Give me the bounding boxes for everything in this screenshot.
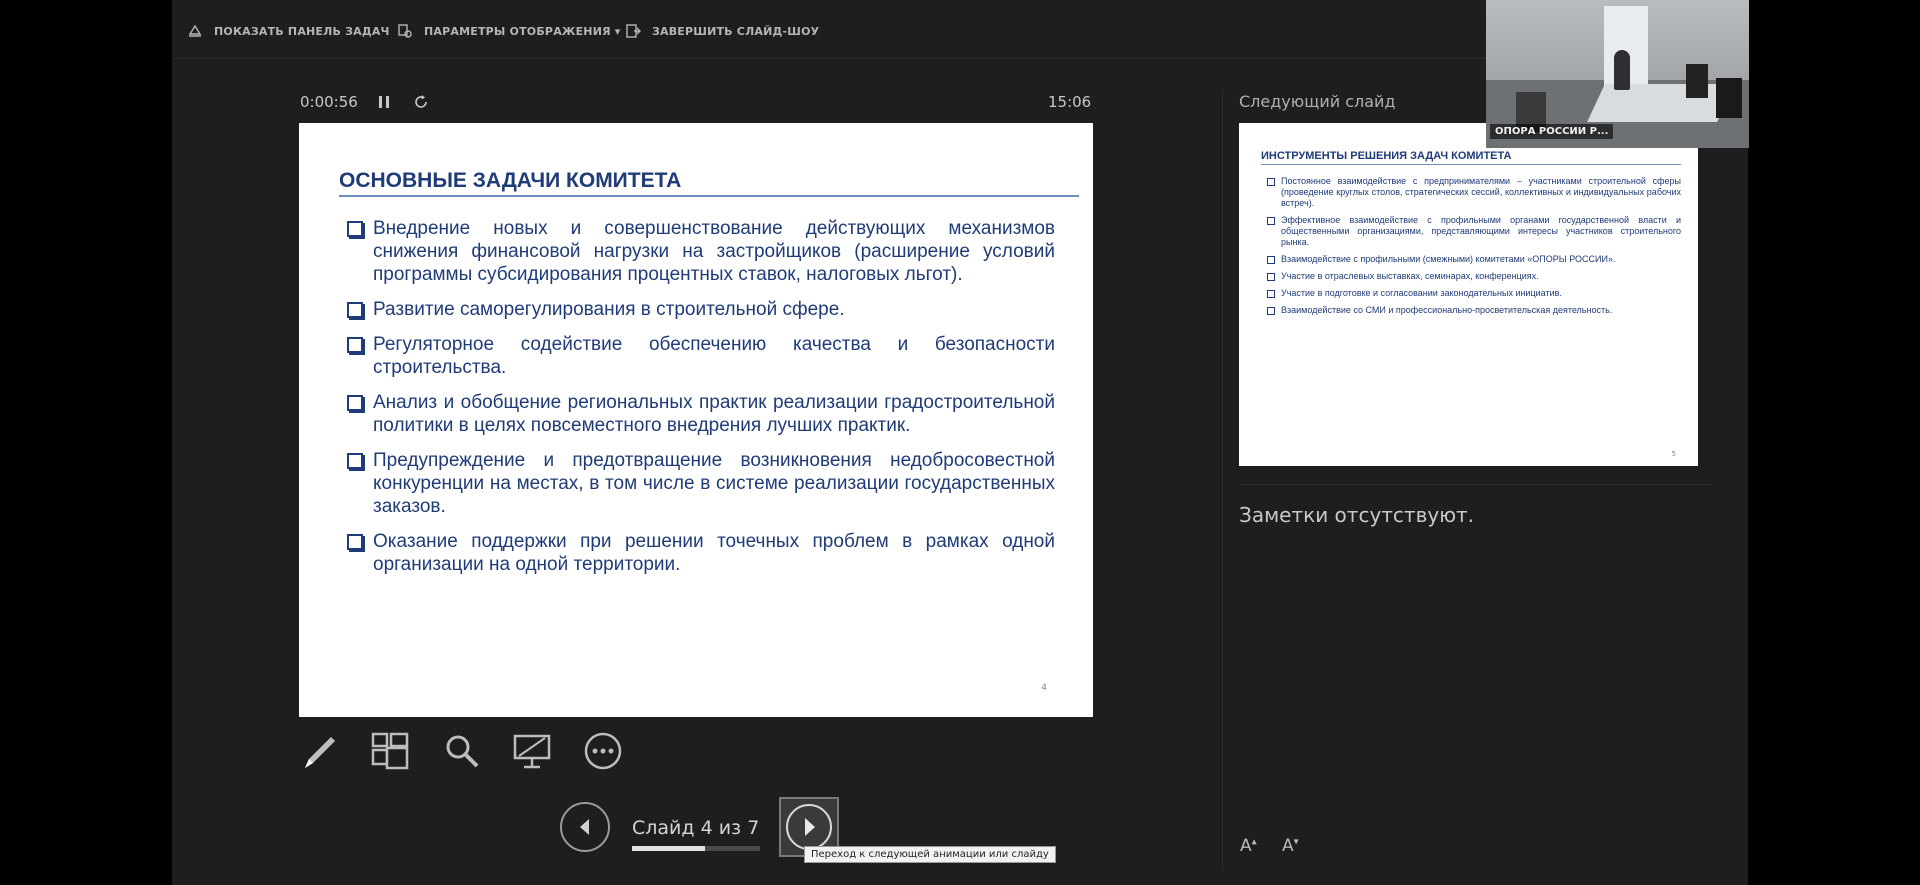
slide-bullet: Предупреждение и предотвращение возникновения недобросовестной конкуренции на местах, в том числе в системе реализации государственных заказов. [347,449,1055,518]
pause-icon[interactable] [375,93,393,111]
end-show-icon [624,22,642,40]
prev-icon [562,804,608,850]
video-person [1614,50,1630,90]
next-slide-page-number: 5 [1671,450,1676,458]
slide-bullet: Регуляторное содействие обеспечению качества и безопасности строительства. [347,333,1055,379]
next-slide-bullet: Взаимодействие с профильными (смежными) комитетами «ОПОРЫ РОССИИ». [1267,254,1681,265]
taskbar-icon [186,22,204,40]
slide-progress-fill [632,846,705,851]
next-slide-bullet: Участие в подготовке и согласовании законодательных инициатив. [1267,288,1681,299]
next-slide-bullet: Эффективное взаимодействие с профильными органами государственной власти и общественными организациями, представляющими интересы участников строительного рынка. [1267,215,1681,248]
slides-grid-icon[interactable] [369,730,411,772]
next-button-tooltip: Переход к следующей анимации или слайду [804,846,1056,863]
current-slide [299,123,1093,717]
next-slide-bullet: Участие в отраслевых выставках, семинарах, конференциях. [1267,271,1681,282]
display-icon [396,22,414,40]
end-slideshow-button[interactable] [624,22,819,40]
video-chair [1686,64,1708,98]
video-overlay[interactable] [1486,0,1749,148]
pen-icon[interactable] [299,730,341,772]
restart-icon[interactable] [412,93,430,111]
increase-font-label: A [1240,836,1252,856]
increase-font-button[interactable]: A▴ [1240,836,1257,856]
slide-bullet: Оказание поддержки при решении точечных проблем в рамках одной организации на одной территории. [347,530,1055,576]
screen-icon[interactable] [511,730,553,772]
slide-bullets [347,217,1055,588]
next-slide-label: Следующий слайд [1239,92,1396,111]
zoom-icon[interactable] [441,730,483,772]
next-slide-underline [1261,164,1681,165]
panel-divider [1222,90,1223,870]
decrease-font-button[interactable]: A▾ [1282,836,1299,856]
display-settings-label: ПАРАМЕТРЫ ОТОБРАЖЕНИЯ ▾ [424,24,621,38]
slide-bullet: Развитие саморегулирования в строительной сфере. [347,298,1055,321]
elapsed-timer: 0:00:56 [300,93,358,111]
next-slide-bullet: Постоянное взаимодействие с предпринимателями – участниками строительной сферы (проведение круглых столов, стратегических сессий, коллективных и индивидуальных рабочих встреч). [1267,176,1681,209]
video-caption: ОПОРА РОССИИ Р... [1490,124,1613,139]
speaker-notes: Заметки отсутствуют. [1239,503,1475,527]
next-slide-bullets [1267,176,1681,322]
slide-counter[interactable]: Слайд 4 из 7 [632,817,760,839]
decrease-font-label: A [1282,836,1294,856]
show-taskbar-label: ПОКАЗАТЬ ПАНЕЛЬ ЗАДАЧ [214,24,390,38]
slide-page-number: 4 [1041,683,1047,693]
title-underline [339,195,1079,197]
notes-separator [1239,484,1711,485]
clock: 15:06 [1048,93,1092,111]
more-icon[interactable] [582,730,624,772]
slide-bullet: Внедрение новых и совершенствование действующих механизмов снижения финансовой нагрузки на застройщиков (расширение условий программы субсидирования процентных ставок, налоговых льгот). [347,217,1055,286]
video-chair [1716,78,1742,118]
video-table [1587,84,1735,122]
display-settings-button[interactable] [396,22,621,40]
next-slide-preview[interactable] [1239,123,1698,466]
slide-progress [632,846,760,851]
next-slide-title: ИНСТРУМЕНТЫ РЕШЕНИЯ ЗАДАЧ КОМИТЕТА [1261,150,1512,162]
slide-bullet: Анализ и обобщение региональных практик реализации градостроительной политики в целях повсеместного внедрения лучших практик. [347,391,1055,437]
previous-slide-button[interactable] [560,802,610,852]
end-slideshow-label: ЗАВЕРШИТЬ СЛАЙД-ШОУ [652,24,820,38]
show-taskbar-button[interactable] [186,22,390,40]
slide-title: ОСНОВНЫЕ ЗАДАЧИ КОМИТЕТА [339,169,682,192]
next-slide-bullet: Взаимодействие со СМИ и профессионально-просветительская деятельность. [1267,305,1681,316]
